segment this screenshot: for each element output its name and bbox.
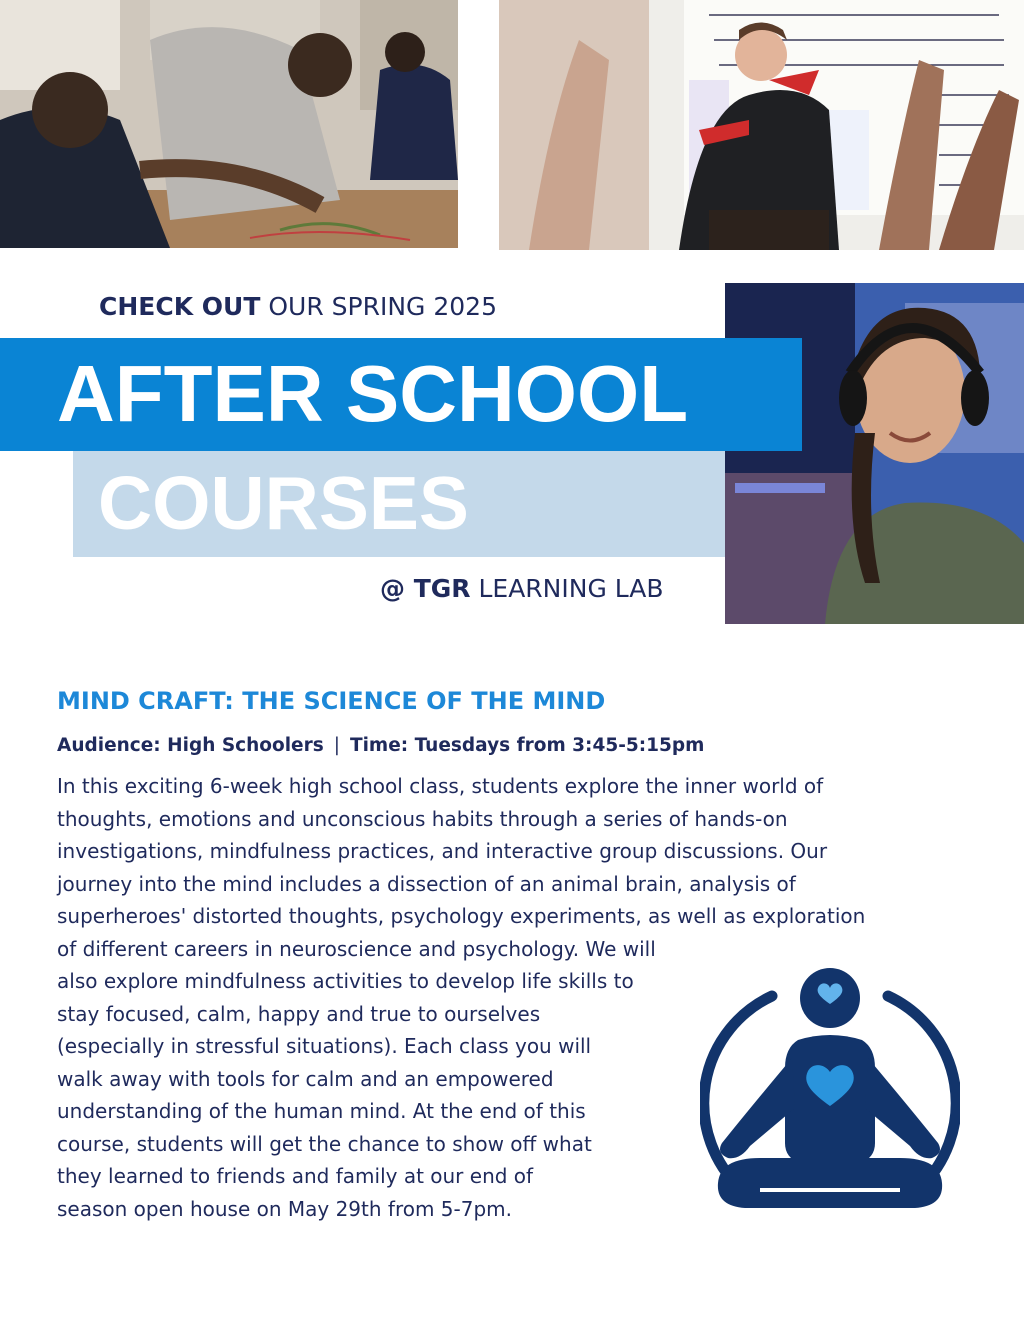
course-time: Time: Tuesdays from 3:45-5:15pm: [349, 735, 705, 756]
page-title-line-2: COURSES: [98, 461, 469, 545]
description-line: stay focused, calm, happy and true to ourselves: [57, 1001, 541, 1026]
description-line: walk away with tools for calm and an empowered: [57, 1066, 554, 1091]
course-title: MIND CRAFT: THE SCIENCE OF THE MIND: [57, 687, 606, 715]
location-rest: LEARNING LAB: [478, 574, 664, 603]
meditating-person-heart-icon: [700, 968, 960, 1230]
location-bold: @ TGR: [380, 574, 471, 603]
girl-with-headphones-photo: [725, 283, 1024, 624]
description-line: of different careers in neuroscience and psychology. We will: [57, 936, 656, 961]
kicker-rest: OUR SPRING 2025: [268, 292, 497, 321]
students-building-circuits-photo: [0, 0, 458, 248]
description-line: understanding of the human mind. At the end of this: [57, 1099, 586, 1123]
course-meta: [57, 735, 704, 756]
description-line: season open house on May 29th from 5-7pm.: [57, 1196, 513, 1221]
location-text: [380, 574, 664, 603]
course-audience: Audience: High Schoolers: [57, 735, 324, 756]
description-line: also explore mindfulness activities to develop life skills to: [57, 969, 634, 993]
meta-separator: |: [333, 735, 340, 756]
teacher-classroom-hands-raised-photo: [499, 0, 1024, 250]
description-line: superheroes' distorted thoughts, psychology experiments, as well as exploration: [57, 904, 866, 928]
description-line: (especially in stressful situations). Each class you will: [57, 1034, 592, 1058]
kicker-text: [99, 292, 497, 321]
description-line: journey into the mind includes a dissection of an animal brain, analysis of: [57, 871, 796, 896]
title-band: [0, 338, 802, 451]
description-line: investigations, mindfulness practices, and interactive group discussions. Our: [57, 839, 828, 863]
subtitle-band: [73, 451, 725, 557]
description-line: In this exciting 6-week high school class, students explore the inner world of: [57, 774, 824, 798]
kicker-bold: CHECK OUT: [99, 292, 261, 321]
description-line: they learned to friends and family at our end of: [57, 1164, 534, 1188]
page-title-line-1: AFTER SCHOOL: [57, 349, 689, 438]
description-line: thoughts, emotions and unconscious habits through a series of hands-on: [57, 806, 788, 831]
description-line: course, students will get the chance to show off what: [57, 1131, 592, 1156]
